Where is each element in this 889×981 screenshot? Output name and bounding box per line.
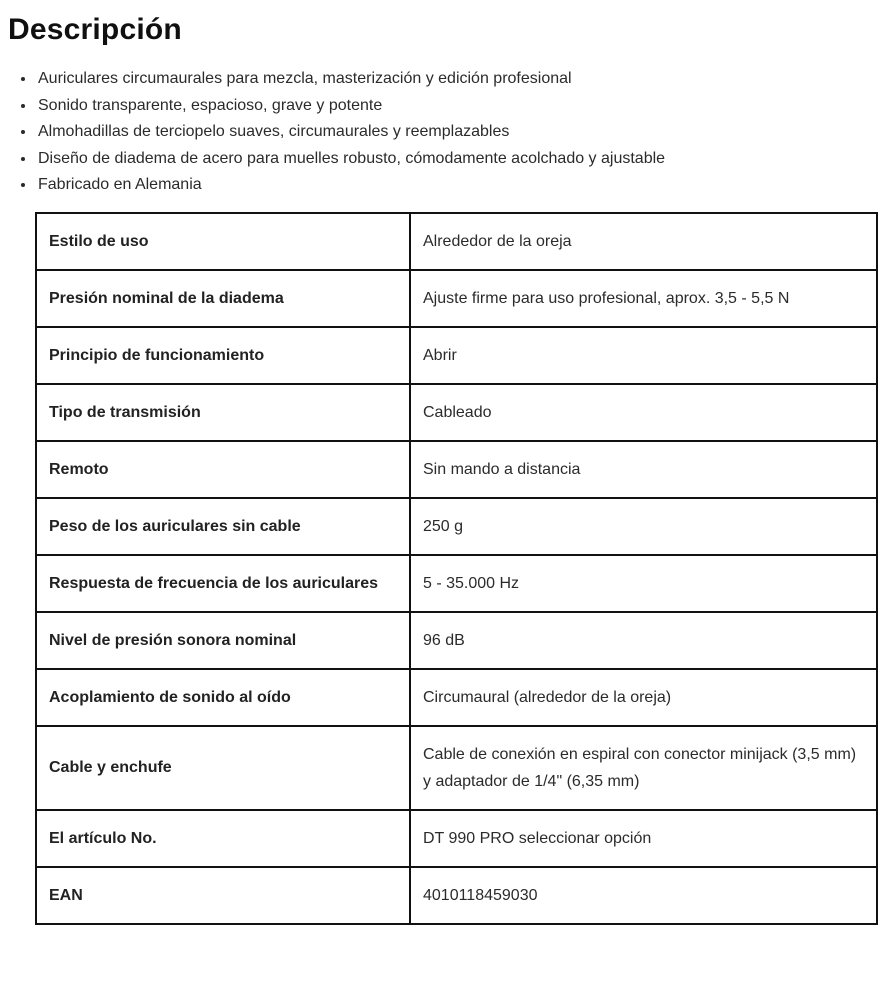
spec-row xyxy=(36,498,877,555)
spec-label: Cable y enchufe xyxy=(36,726,410,810)
spec-row xyxy=(36,810,877,867)
spec-label: Peso de los auriculares sin cable xyxy=(36,498,410,555)
spec-label: Tipo de transmisión xyxy=(36,384,410,441)
page-title: Descripción xyxy=(8,13,182,46)
spec-row xyxy=(36,867,877,924)
spec-value: Alrededor de la oreja xyxy=(410,213,877,270)
spec-value: Circumaural (alrededor de la oreja) xyxy=(410,669,877,726)
feature-item: • Almohadillas de terciopelo suaves, circumaurales y reemplazables xyxy=(36,119,879,146)
spec-value: 5 - 35.000 Hz xyxy=(410,555,877,612)
spec-label: Principio de funcionamiento xyxy=(36,327,410,384)
spec-value: Abrir xyxy=(410,327,877,384)
spec-row xyxy=(36,213,877,270)
spec-label: Acoplamiento de sonido al oído xyxy=(36,669,410,726)
spec-value: Ajuste firme para uso profesional, aprox. 3,5 - 5,5 N xyxy=(410,270,877,327)
spec-label: Respuesta de frecuencia de los auriculares xyxy=(36,555,410,612)
spec-table xyxy=(35,212,878,925)
spec-label: Remoto xyxy=(36,441,410,498)
spec-value: 250 g xyxy=(410,498,877,555)
spec-value: Sin mando a distancia xyxy=(410,441,877,498)
spec-label: EAN xyxy=(36,867,410,924)
spec-value: DT 990 PRO seleccionar opción xyxy=(410,810,877,867)
spec-value: Cableado xyxy=(410,384,877,441)
spec-row xyxy=(36,669,877,726)
spec-row xyxy=(36,612,877,669)
spec-label: Presión nominal de la diadema xyxy=(36,270,410,327)
spec-row xyxy=(36,555,877,612)
feature-item: • Diseño de diadema de acero para muelles robusto, cómodamente acolchado y ajustable xyxy=(36,146,879,173)
spec-row xyxy=(36,726,877,810)
spec-table-body xyxy=(36,213,877,924)
spec-row xyxy=(36,384,877,441)
spec-label: Estilo de uso xyxy=(36,213,410,270)
spec-value: 4010118459030 xyxy=(410,867,877,924)
feature-item: • Sonido transparente, espacioso, grave y potente xyxy=(36,93,879,120)
spec-label: El artículo No. xyxy=(36,810,410,867)
spec-row xyxy=(36,270,877,327)
spec-value: 96 dB xyxy=(410,612,877,669)
spec-label: Nivel de presión sonora nominal xyxy=(36,612,410,669)
spec-row xyxy=(36,441,877,498)
spec-row xyxy=(36,327,877,384)
feature-item: • Auriculares circumaurales para mezcla, masterización y edición profesional xyxy=(36,66,879,93)
feature-list xyxy=(8,66,879,199)
feature-item: • Fabricado en Alemania xyxy=(36,172,879,199)
spec-value: Cable de conexión en espiral con conector minijack (3,5 mm) y adaptador de 1/4" (6,35 mm) xyxy=(410,726,877,810)
